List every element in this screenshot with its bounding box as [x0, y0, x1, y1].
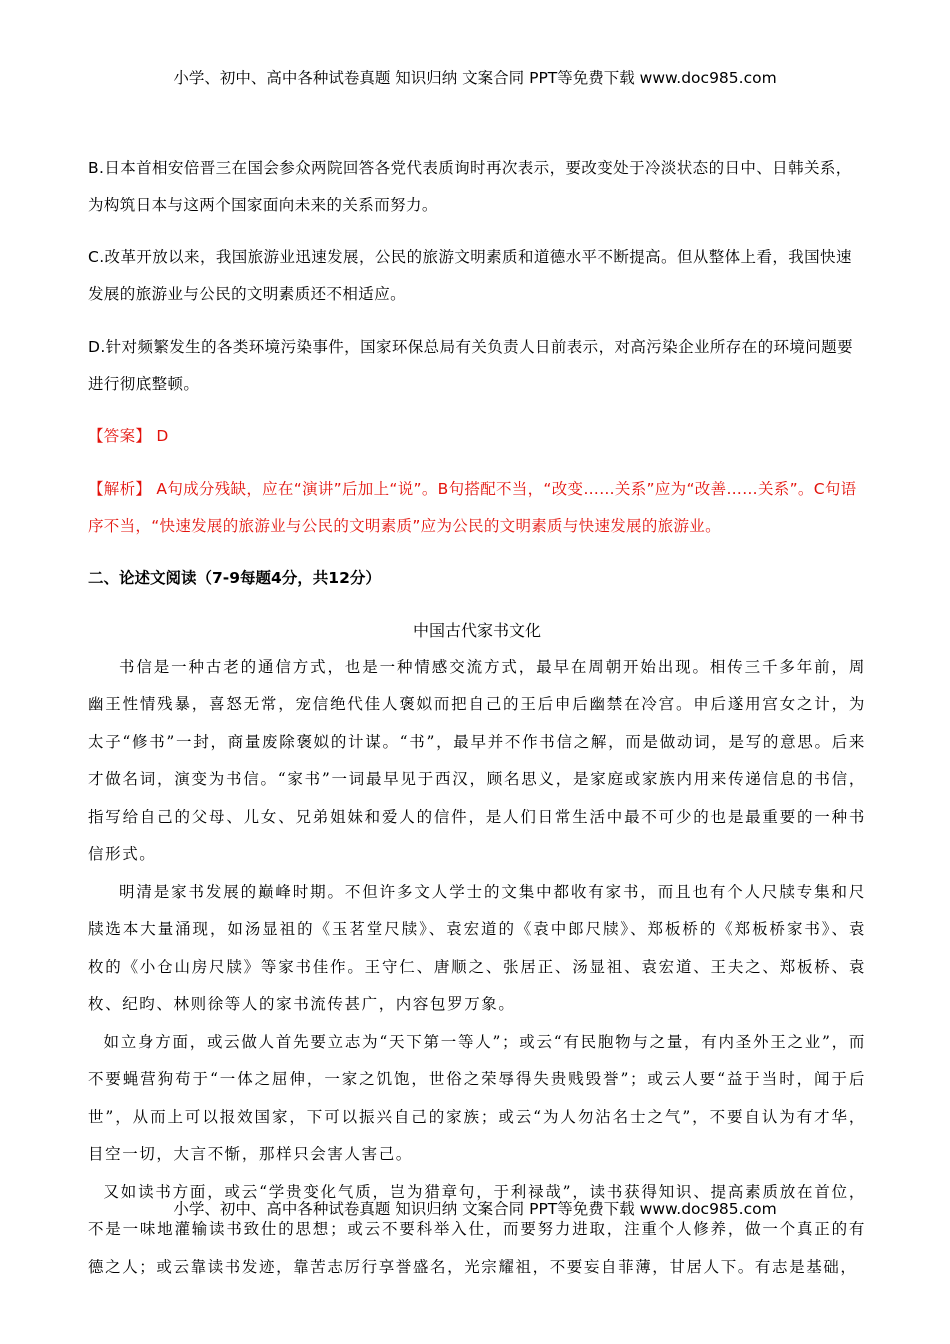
option-c: C.改革开放以来，我国旅游业迅速发展，公民的旅游文明素质和道德水平不断提高。但从整体上看，我国快速发展的旅游业与公民的文明素质还不相适应。 [88, 248, 852, 303]
analysis-block [88, 471, 866, 545]
section-heading: 二、论述文阅读（7-9每题4分，共12分） [88, 569, 381, 587]
page-header: 小学、初中、高中各种试卷真题 知识归纳 文案合同 PPT等免费下载 www.doc985.com [173, 69, 777, 87]
article-title: 中国古代家书文化 [412, 620, 541, 640]
analysis-text: A句成分残缺，应在“演讲”后加上“说”。B句搭配不当，“改变……关系”应为“改善……关系”。C句语序不当，“快速发展的旅游业与公民的文明素质”应为公民的文明素质与快速发展的旅游业。 [88, 479, 857, 535]
article-paragraph-3: 如立身方面，或云做人首先要立志为“天下第一等人”；或云“有民胞物与之量，有内圣外王之业”，而不要蝇营狗苟于“一体之屈伸，一家之饥饱，世俗之荣辱得失贵贱毁誉”；或云人要“益于当时，闻于后世”，从而上可以报效国家，下可以振兴自己的家族；或云“为人勿沾名士之气”，不要自认为有才华，目空一切，大言不惭，那样只会害人害己。 [88, 1032, 867, 1163]
answer-label: 【答案】 [88, 427, 152, 445]
page-footer: 小学、初中、高中各种试卷真题 知识归纳 文案合同 PPT等免费下载 www.doc985.com [173, 1200, 777, 1218]
answer-line [88, 418, 866, 455]
option-d: D.针对频繁发生的各类环境污染事件，国家环保总局有关负责人日前表示，对高污染企业所存在的环境问题要进行彻底整顿。 [88, 337, 853, 393]
analysis-label: 【解析】 [88, 479, 152, 498]
article-paragraph-4: 又如读书方面，或云“学贵变化气质，岂为猎章句，于利禄哉”，读书获得知识、提高素质放在首位，不是一味地灌输读书致仕的思想；或云不要科举入仕，而要努力进取，注重个人修养，做一个真正的有德之人；或云靠读书发迹，靠苦志厉行享誉盛名，光宗耀祖，不要妄自菲薄，甘居人下。有志是基础， [88, 1182, 866, 1276]
article-paragraph-2: 明清是家书发展的巅峰时期。不但许多文人学士的文集中都收有家书，而且也有个人尺牍专集和尺牍选本大量涌现，如汤显祖的《玉茗堂尺牍》、袁宏道的《袁中郎尺牍》、郑板桥的《郑板桥家书》、袁枚的《小仓山房尺牍》等家书佳作。王守仁、唐顺之、张居正、汤显祖、袁宏道、王夫之、郑板桥、袁枚、纪昀、林则徐等人的家书流传甚广，内容包罗万象。 [88, 882, 866, 1013]
document-body [88, 134, 866, 1286]
article-paragraph-1: 书信是一种古老的通信方式，也是一种情感交流方式，最早在周朝开始出现。相传三千多年前，周幽王性情残暴，喜怒无常，宠信绝代佳人褒姒而把自己的王后申后幽禁在冷宫。申后遂用宫女之计，为太子“修书”一封，商量废除褒姒的计谋。“书”，最早并不作书信之解，而是做动词，是写的意思。后来才做名词，演变为书信。“家书”一词最早见于西汉，顾名思义，是家庭或家族内用来传递信息的书信，指写给自己的父母、儿女、兄弟姐妹和爱人的信件，是人们日常生活中最不可少的也是最重要的一种书信形式。 [88, 657, 866, 863]
option-b: B.日本首相安倍晋三在国会参众两院回答各党代表质询时再次表示，要改变处于冷淡状态的日中、日韩关系，为构筑日本与这两个国家面向未来的关系而努力。 [88, 158, 852, 214]
answer-value: D [151, 427, 169, 445]
